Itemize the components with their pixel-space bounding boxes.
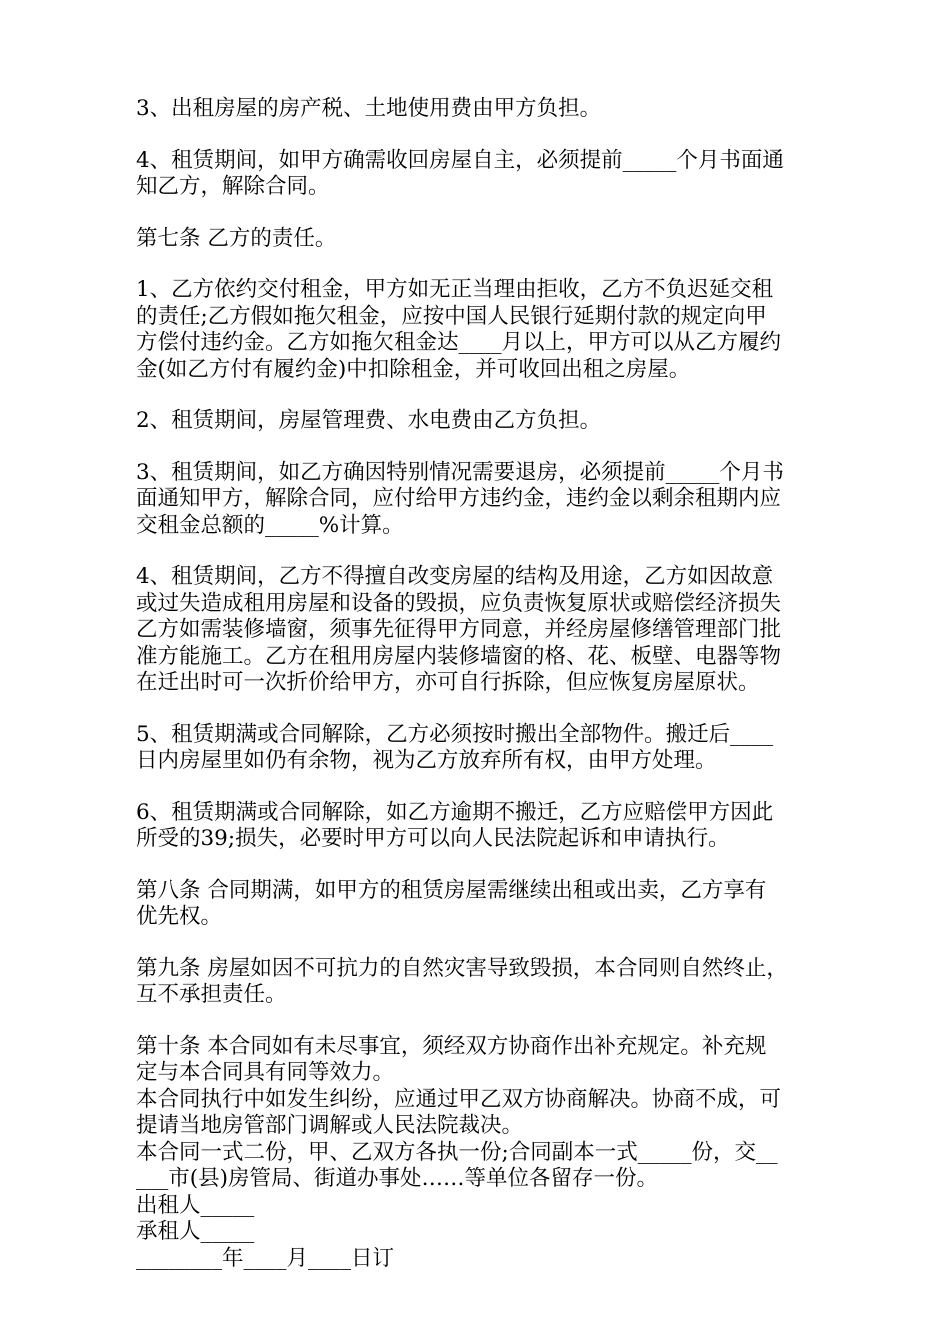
paragraph-line: 金(如乙方付有履约金)中扣除租金，并可收回出租之房屋。 [136, 356, 691, 382]
paragraph-line: 1、乙方依约交付租金，甲方如无正当理由拒收，乙方不负迟延交租 [136, 277, 774, 302]
paragraph [136, 226, 826, 253]
paragraph-line: 面通知甲方，解除合同，应付给甲方违约金，违约金以剩余租期内应 [136, 486, 782, 511]
paragraph [136, 96, 826, 123]
closing-line: 第十条 本合同如有未尽事宜，须经双方协商作出补充规定。补充规 [136, 1033, 767, 1059]
paragraph [136, 956, 826, 1009]
closing-line: 承租人_____ [136, 1219, 255, 1244]
paragraph [136, 460, 826, 540]
closing-line: ________年____月____日订 [136, 1245, 395, 1271]
document-body [136, 96, 826, 1009]
paragraph-line: 2、租赁期间，房屋管理费、水电费由乙方负担。 [136, 408, 602, 433]
closing-line: ___市(县)房管局、街道办事处……等单位各留存一份。 [136, 1166, 659, 1191]
paragraph-line: 第八条 合同期满，如甲方的租赁房屋需继续出租或出卖，乙方享有 [136, 877, 767, 903]
closing-line: 定与本合同具有同等效力。 [136, 1060, 395, 1085]
closing-line: 提请当地房管部门调解或人民法院裁决。 [136, 1113, 524, 1138]
paragraph-line: 的责任;乙方假如拖欠租金，应按中国人民银行延期付款的规定向甲 [136, 303, 767, 329]
paragraph-line: 或过失造成租用房屋和设备的毁损，应负责恢复原状或赔偿经济损失 [136, 590, 782, 616]
paragraph-line: 在迁出时可一次折价给甲方，亦可自行拆除，但应恢复房屋原状。 [136, 670, 760, 695]
paragraph-line: 第七条 乙方的责任。 [136, 225, 337, 251]
paragraph-line: 5、租赁期满或合同解除，乙方必须按时搬出全部物件。搬迁后____ [136, 721, 774, 747]
paragraph-line: 所受的39;损失，必要时甲方可以向人民法院起诉和申请执行。 [136, 826, 730, 851]
document-page [136, 96, 826, 1272]
paragraph-line: 日内房屋里如仍有余物，视为乙方放弃所有权，由甲方处理。 [136, 748, 717, 773]
paragraph [136, 408, 826, 435]
paragraph [136, 722, 826, 775]
paragraph-line: 乙方如需装修墙窗，须事先征得甲方同意，并经房屋修缮管理部门批 [136, 617, 782, 642]
paragraph [136, 878, 826, 931]
paragraph-line: 4、租赁期间，如甲方确需收回房屋自主，必须提前_____个月书面通 [136, 147, 784, 173]
paragraph-line: 优先权。 [136, 904, 223, 929]
paragraph [136, 148, 826, 201]
paragraph-line: 4、租赁期间，乙方不得擅自改变房屋的结构及用途，乙方如因故意 [136, 564, 774, 589]
paragraph-line: 3、出租房屋的房产税、土地使用费由甲方负担。 [136, 96, 602, 121]
closing-section [136, 1034, 826, 1273]
paragraph [136, 277, 826, 383]
closing-line: 本合同一式二份，甲、乙双方各执一份;合同副本一式_____份，交__ [136, 1139, 778, 1165]
closing-line: 本合同执行中如发生纠纷，应通过甲乙双方协商解决。协商不成，可 [136, 1086, 782, 1112]
paragraph-line: 交租金总额的_____%计算。 [136, 512, 404, 538]
paragraph-line: 准方能施工。乙方在租用房屋内装修墙窗的格、花、板壁、电器等物 [136, 643, 782, 669]
paragraph [136, 800, 826, 853]
paragraph-line: 互不承担责任。 [136, 982, 287, 1007]
paragraph [136, 564, 826, 697]
paragraph-line: 6、租赁期满或合同解除，如乙方逾期不搬迁，乙方应赔偿甲方因此 [136, 799, 774, 825]
paragraph-line: 第九条 房屋如因不可抗力的自然灾害导致毁损，本合同则自然终止， [136, 955, 788, 981]
paragraph-line: 3、租赁期间，如乙方确因特别情况需要退房，必须提前_____个月书 [136, 459, 784, 485]
closing-line: 出租人_____ [136, 1192, 255, 1218]
paragraph-line: 知乙方，解除合同。 [136, 174, 330, 199]
paragraph-line: 方偿付违约金。乙方如拖欠租金达____月以上，甲方可以从乙方履约 [136, 330, 782, 355]
